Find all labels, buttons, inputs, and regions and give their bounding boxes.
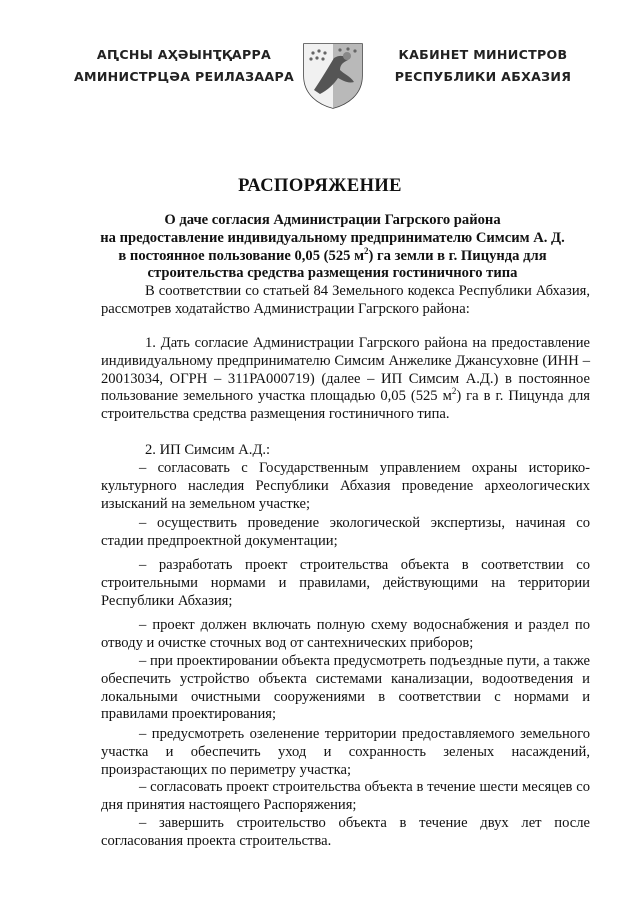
item-1-superscript: 2	[451, 386, 457, 397]
item-1-paragraph	[101, 335, 590, 424]
item-2-bullet-7: – согласовать проект строительства объекта в течение шести месяцев со дня принятия настоящего Распоряжения;	[101, 779, 590, 813]
item-2-bullet-1: – согласовать с Государственным управлением охраны историко-культурного наследия Республики Абхазия проведение археологических изысканий на земельном участке;	[101, 460, 590, 512]
subject-superscript: 2	[364, 245, 369, 256]
document-subject	[60, 212, 605, 283]
item-2-bullet-6: – предусмотреть озеленение территории предоставляемого земельного участка и обеспечить уход и сохранность зеленых насаждений, произрастающих по периметру участка;	[101, 726, 590, 778]
abkhazia-emblem-icon	[300, 40, 366, 110]
header-abkhaz-line1: АԤСНЫ АҲӘЫНҬҚАРРА	[96, 47, 272, 62]
item-2-bullet-2: – осуществить проведение экологической экспертизы, начиная со стадии предпроектной документации;	[101, 515, 590, 549]
subject-line-3-a: в постоянное пользование 0,05 (525 м	[118, 247, 365, 264]
item-2-bullet-3: – разработать проект строительства объекта в соответствии со строительными нормами и правилами, действующими на территории Республики Абхазия;	[101, 557, 590, 609]
item-1-text-b: ) га в г. Пицунда для строительства средства размещения гостиничного типа.	[101, 388, 590, 423]
item-2-bullet-4: – проект должен включать полную схему водоснабжения и раздел по отводу и очистке сточных вод от сантехнических приборов;	[101, 617, 590, 651]
item-2-heading: 2. ИП Симсим А.Д.:	[145, 442, 271, 458]
item-2-bullet-5: – при проектировании объекта предусмотреть подъездные пути, а также обеспечить устройство объекта системами канализации, водоотведения и локальными очистными сооружениями в соответствии с нормами и правилами проектирования;	[101, 653, 590, 723]
header-russian	[372, 44, 594, 88]
document-title: РАСПОРЯЖЕНИЕ	[238, 176, 402, 196]
subject-line-3	[60, 245, 605, 266]
subject-line-3-b: ) га земли в г. Пицунда для	[368, 247, 547, 264]
subject-line-4: строительства средства размещения гостиничного типа	[147, 265, 518, 282]
header-abkhaz-line2: АМИНИСТРЦӘА РЕИЛАЗААРА	[73, 69, 295, 84]
subject-line-1: О даче согласия Администрации Гагрского района	[164, 212, 501, 228]
header-abkhaz	[70, 44, 298, 88]
header-russian-line1: КАБИНЕТ МИНИСТРОВ	[398, 47, 568, 62]
preamble-paragraph: В соответствии со статьей 84 Земельного кодекса Республики Абхазия, рассмотрев ходатайство Администрации Гагрского района:	[101, 283, 590, 317]
subject-line-2: на предоставление индивидуальному предпринимателю Симсим А. Д.	[100, 229, 565, 246]
item-2-bullet-8: – завершить строительство объекта в течение двух лет после согласования проекта строительства.	[101, 815, 590, 849]
item-1-text-a: 1. Дать согласие Администрации Гагрского района на предоставление индивидуальному предпринимателю Симсим Анжелике Джансуховне (ИНН – 20013034, ОГРН – 311РА000719) (далее – ИП Симсим А.Д.) в постоянное пользование земельного участка площадью 0,05 (525 м	[101, 335, 590, 405]
header-russian-line2: РЕСПУБЛИКИ АБХАЗИЯ	[394, 69, 572, 84]
